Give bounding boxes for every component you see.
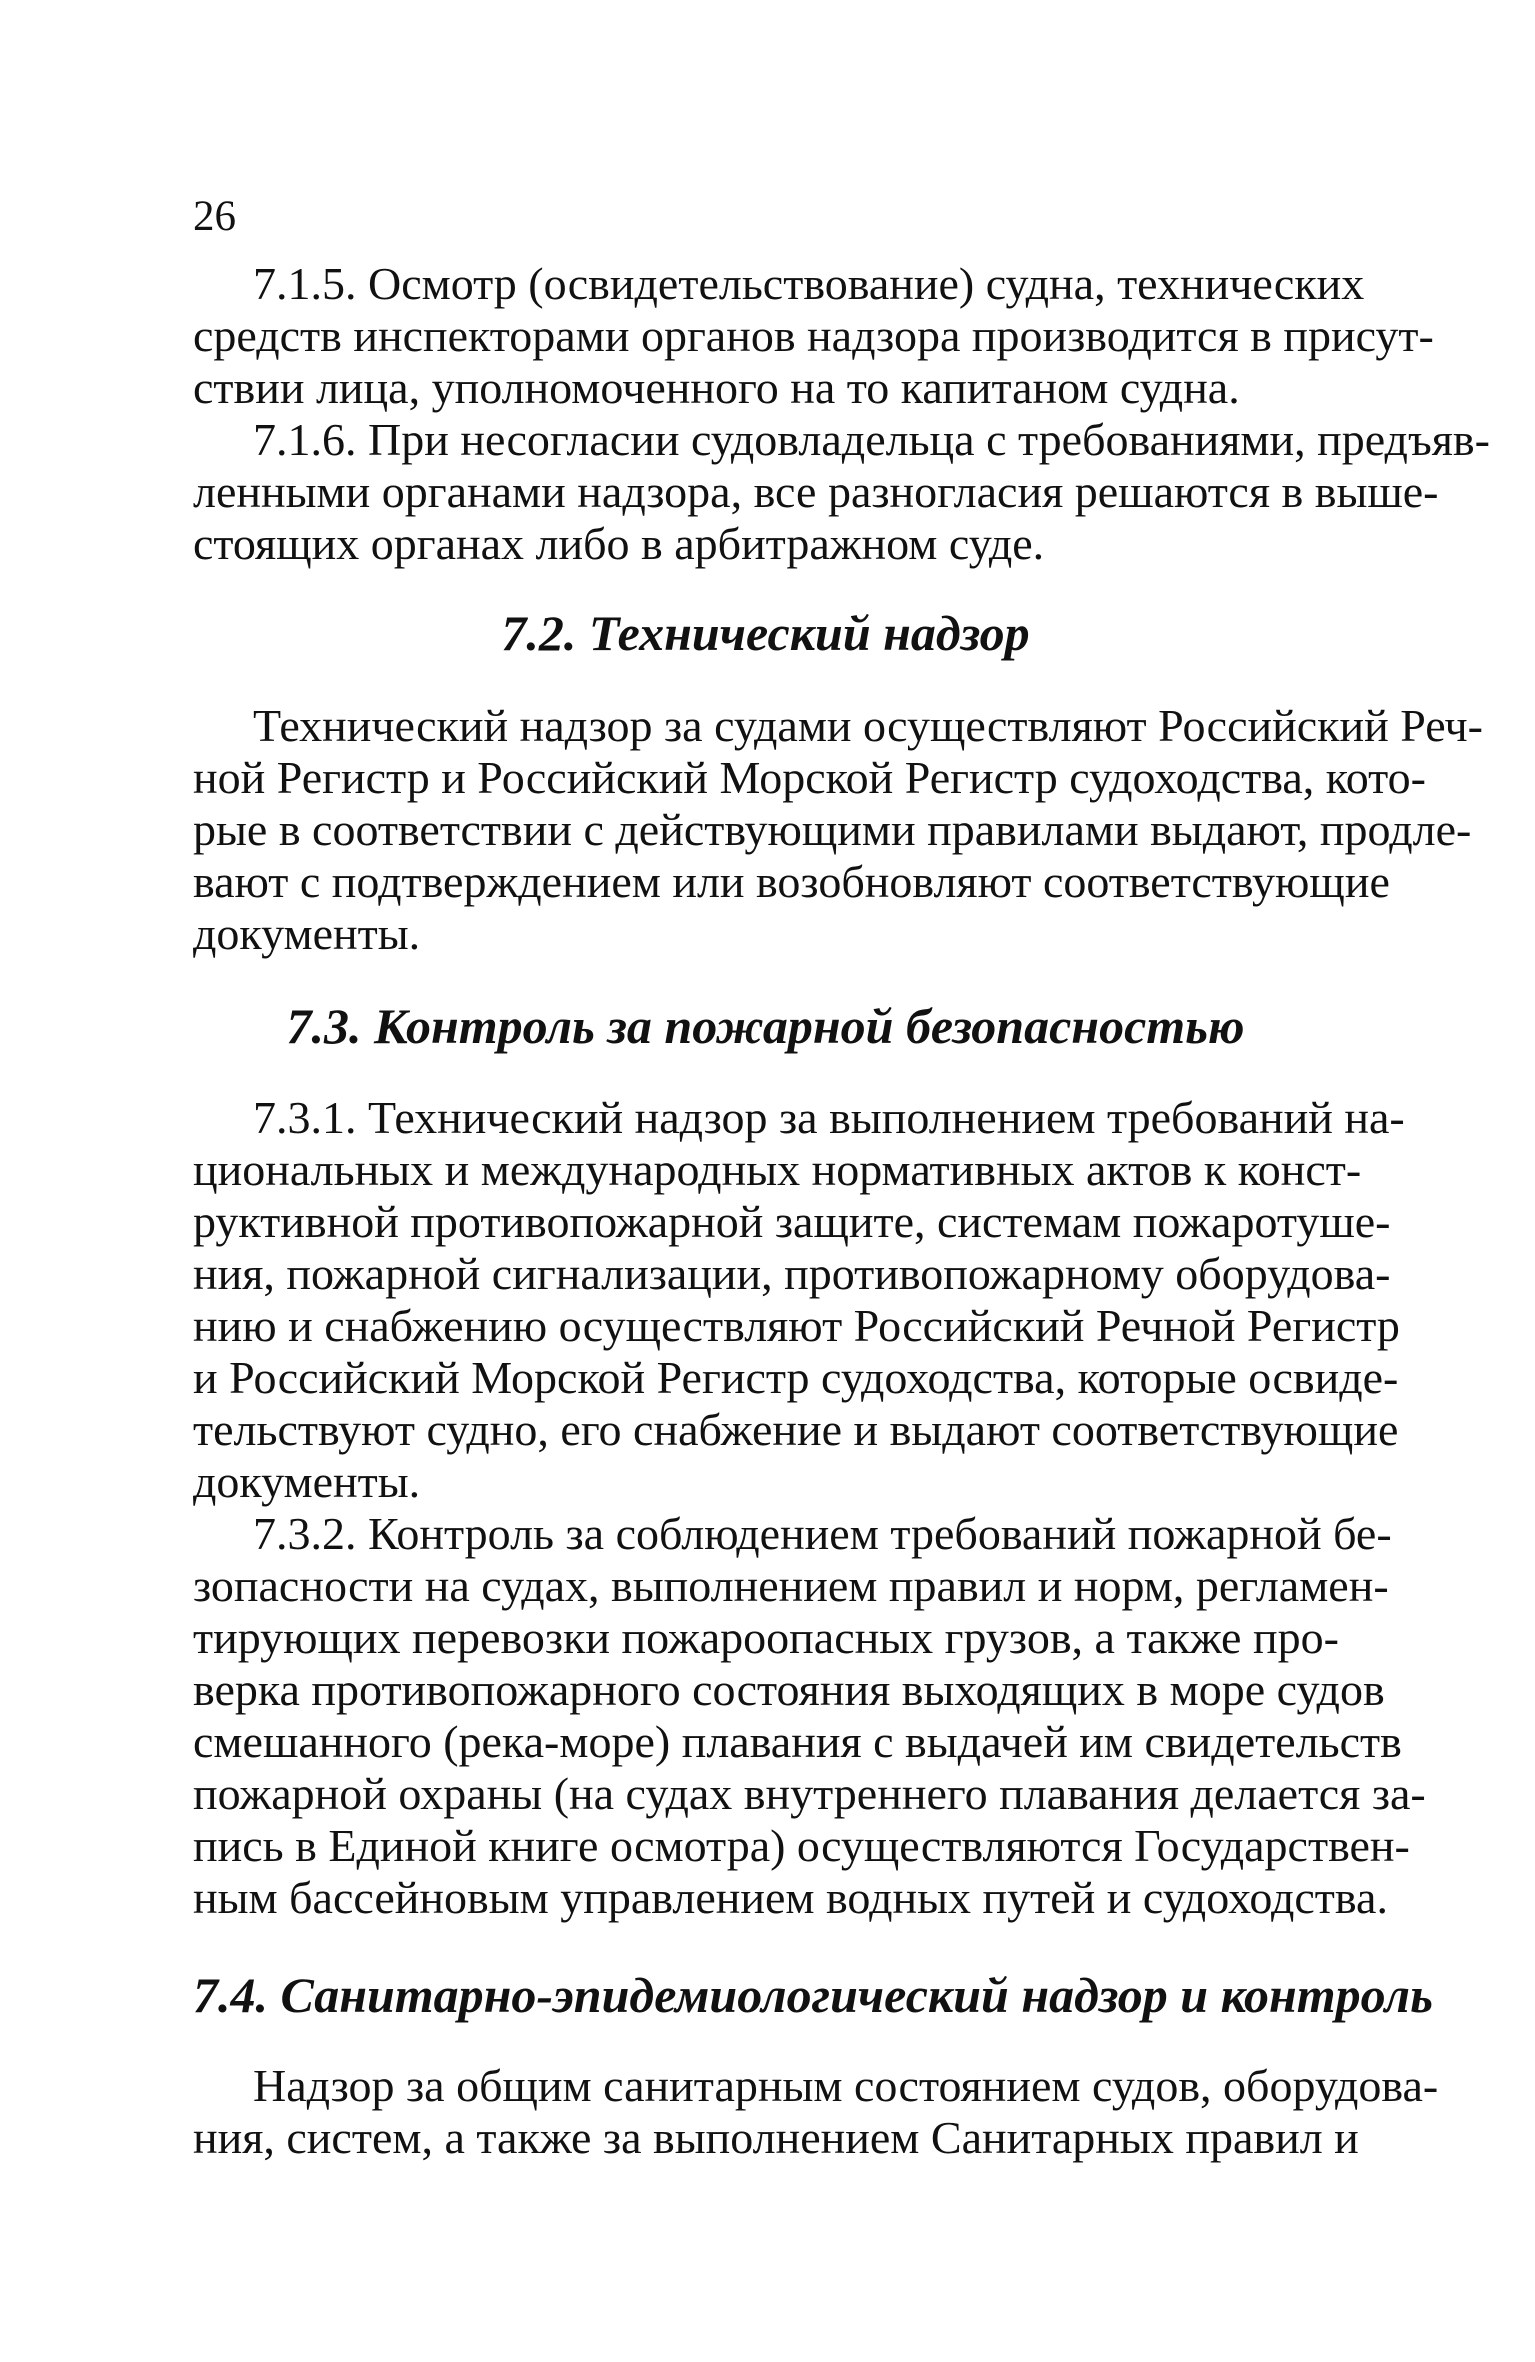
paragraph-7-2-line-5: документы. bbox=[193, 908, 421, 959]
section-heading-7-3: 7.3. Контроль за пожарной безопасностью bbox=[286, 998, 1245, 1054]
section-heading-7-4: 7.4. Санитарно-эпидемиологический надзор и контроль bbox=[193, 1967, 1433, 2023]
paragraph-7-3-2-line-2: зопасности на судах, выполнением правил и норм, регламен- bbox=[193, 1560, 1389, 1611]
paragraph-7-1-6-line-2: ленными органами надзора, все разногласия решаются в выше- bbox=[193, 466, 1439, 517]
paragraph-7-3-2-line-3: тирующих перевозки пожароопасных грузов, а также про- bbox=[193, 1612, 1339, 1663]
paragraph-7-3-1-line-7: тельствуют судно, его снабжение и выдают соответствующие bbox=[193, 1404, 1399, 1455]
page-number: 26 bbox=[193, 193, 236, 240]
paragraph-7-2-line-4: вают с подтверждением или возобновляют соответствующие bbox=[193, 856, 1390, 907]
paragraph-7-3-2-line-8: ным бассейновым управлением водных путей и судоходства. bbox=[193, 1872, 1388, 1923]
paragraph-7-3-1-line-5: нию и снабжению осуществляют Российский Речной Регистр bbox=[193, 1300, 1400, 1351]
paragraph-7-1-6-line-1: 7.1.6. При несогласии судовладельца с требованиями, предъяв- bbox=[253, 414, 1490, 465]
paragraph-7-3-1-line-4: ния, пожарной сигнализации, противопожарному оборудова- bbox=[193, 1248, 1391, 1299]
paragraph-7-1-5-line-3: ствии лица, уполномоченного на то капитаном судна. bbox=[193, 362, 1240, 413]
paragraph-7-2-line-3: рые в соответствии с действующими правилами выдают, продле- bbox=[193, 804, 1472, 855]
paragraph-7-3-1-line-3: руктивной противопожарной защите, системам пожаротуше- bbox=[193, 1196, 1391, 1247]
paragraph-7-3-1-line-2: циональных и международных нормативных актов к конст- bbox=[193, 1144, 1362, 1195]
paragraph-7-1-5-line-1: 7.1.5. Осмотр (освидетельствование) судна, технических bbox=[253, 258, 1365, 309]
paragraph-7-3-2-line-1: 7.3.2. Контроль за соблюдением требований пожарной бе- bbox=[253, 1508, 1392, 1559]
paragraph-7-3-2-line-5: смешанного (река-море) плавания с выдачей им свидетельств bbox=[193, 1716, 1402, 1767]
paragraph-7-2-line-1: Технический надзор за судами осуществляют Российский Реч- bbox=[253, 700, 1483, 751]
paragraph-7-3-2-line-4: верка противопожарного состояния выходящих в море судов bbox=[193, 1664, 1385, 1715]
paragraph-7-2-line-2: ной Регистр и Российский Морской Регистр судоходства, кото- bbox=[193, 752, 1426, 803]
paragraph-7-1-5-line-2: средств инспекторами органов надзора производится в присут- bbox=[193, 310, 1434, 361]
paragraph-7-4-line-2: ния, систем, а также за выполнением Санитарных правил и bbox=[193, 2112, 1359, 2163]
paragraph-7-4-line-1: Надзор за общим санитарным состоянием судов, оборудова- bbox=[253, 2060, 1439, 2111]
paragraph-7-3-2-line-7: пись в Единой книге осмотра) осуществляются Государствен- bbox=[193, 1820, 1410, 1871]
paragraph-7-3-1-line-6: и Российский Морской Регистр судоходства, которые освиде- bbox=[193, 1352, 1399, 1403]
paragraph-7-3-1-line-1: 7.3.1. Технический надзор за выполнением требований на- bbox=[253, 1092, 1405, 1143]
paragraph-7-3-2-line-6: пожарной охраны (на судах внутреннего плавания делается за- bbox=[193, 1768, 1426, 1819]
paragraph-7-3-1-line-8: документы. bbox=[193, 1456, 421, 1507]
section-heading-7-2: 7.2. Технический надзор bbox=[501, 605, 1030, 661]
paragraph-7-1-6-line-3: стоящих органах либо в арбитражном суде. bbox=[193, 518, 1045, 569]
